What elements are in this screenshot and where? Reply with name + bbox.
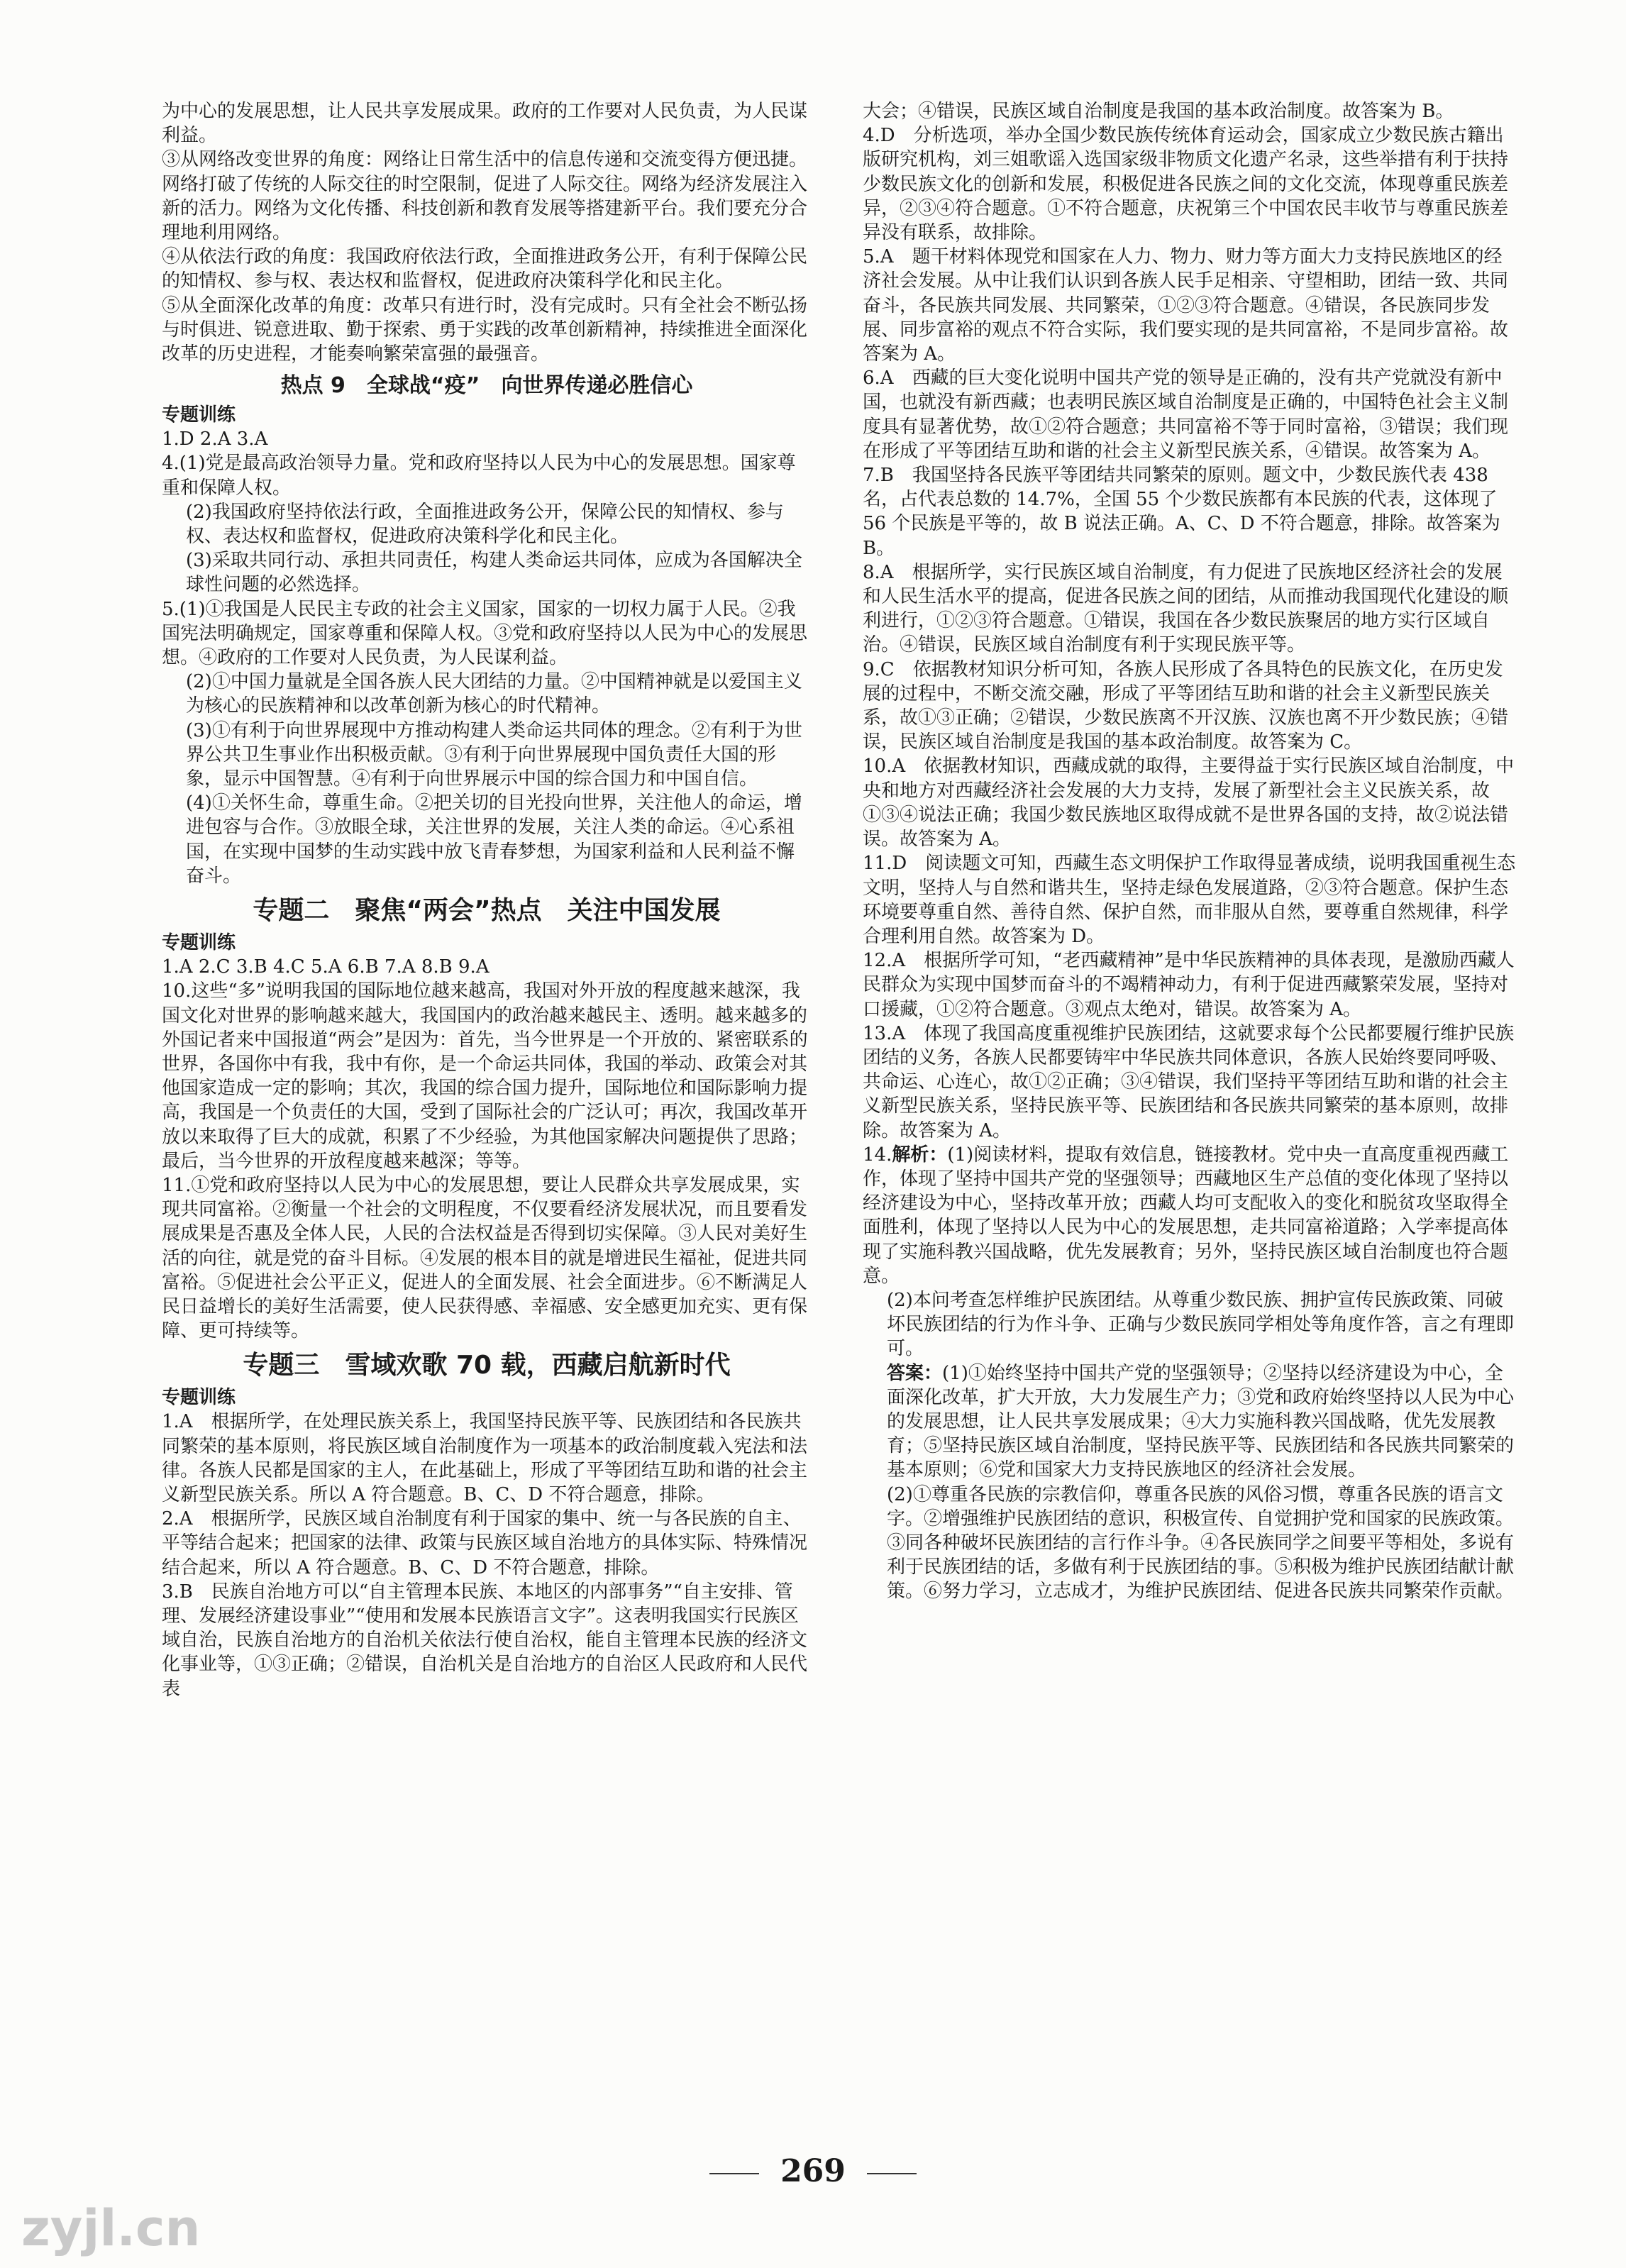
answer-paragraph: [162, 1580, 812, 1701]
page-number-dash-left: [709, 2173, 759, 2174]
answer-paragraph: [162, 791, 812, 888]
page-number: [0, 2153, 1626, 2189]
section-label: [162, 931, 812, 955]
paragraph-text: 1.A 2.C 3.B 4.C 5.A 6.B 7.A 8.B 9.A: [162, 956, 490, 978]
answer-paragraph: [863, 754, 1520, 851]
answer-paragraph: [162, 719, 812, 792]
paragraph-text: 10.A 依据教材知识，西藏成就的取得，主要得益于实行民族区域自治制度，中央和地方对西藏经济社会发展的大力支持，发展了新型社会主义民族关系，故①③④说法正确；我国少数民族地区取得成就不是世界各国的支持，故②说法错误。故答案为 A。: [863, 756, 1515, 851]
paragraph-text: 5.A 题干材料体现党和国家在人力、物力、财力等方面大力支持民族地区的经济社会发展。从中让我们认识到各族人民手足相亲、守望相助，团结一致、共同奋斗，各民族共同发展、共同繁荣，①②③符合题意。④错误，各民族同步发展、同步富裕的观点不符合实际，我们要实现的是共同富裕，不是同步富裕。故答案为 A。: [863, 246, 1509, 365]
paragraph-text: 2.A 根据所学，民族区域自治制度有利于国家的集中、统一与各民族的自主、平等结合起来；把国家的法律、政策与民族区域自治地方的具体实际、特殊情况结合起来，所以 A 符合题意。B、C、D 不符合题意，排除。: [162, 1508, 808, 1578]
paragraph-text: 热点 9 全球战“疫” 向世界传递必胜信心: [280, 373, 693, 399]
answer-paragraph: [162, 1410, 812, 1507]
topic-heading: [162, 892, 812, 929]
paragraph-text: 专题二 聚焦“两会”热点 关注中国发展: [253, 896, 721, 926]
watermark: zyjl.cn: [21, 2199, 201, 2257]
paragraph-text: 专题训练: [162, 1387, 236, 1409]
paragraph-text: ④从依法行政的角度：我国政府依法行政，全面推进政务公开，有利于保障公民的知情权、参与权、表达权和监督权，促进政府决策科学化和民主化。: [162, 246, 808, 292]
paragraph-text: 11.①党和政府坚持以人民为中心的发展思想，要让人民群众共享发展成果，实现共同富裕。②衡量一个社会的文明程度，不仅要看经济发展状况，而且要看发展成果是否惠及全体人民，人民的合法权益是否得到切实保障。③人民对美好生活的向往，就是党的奋斗目标。④发展的根本目的就是增进民生福祉，促进共同富裕。⑤促进社会公平正义，促进人的全面发展、社会全面进步。⑥不断满足人民日益增长的美好生活需要，使人民获得感、幸福感、安全感更加充实、更有保障、更可持续等。: [162, 1174, 808, 1342]
answer-paragraph: [162, 955, 812, 979]
answer-paragraph: [863, 366, 1520, 463]
paragraph-text: 12.A 根据所学可知，“老西藏精神”是中华民族精神的具体表现，是激励西藏人民群众为实现中国梦而奋斗的不竭精神动力，有利于促进西藏繁荣发展，坚持对口援藏，①②符合题意。③观点太绝对，错误。故答案为 A。: [863, 950, 1515, 1020]
paragraph-text: ⑤从全面深化改革的角度：改革只有进行时，没有完成时。只有全社会不断弘扬与时俱进、锐意进取、勤于探索、勇于实践的改革创新精神，持续推进全面深化改革的历史进程，才能奏响繁荣富强的最强音。: [162, 294, 808, 365]
answer-label: 答案：: [887, 1362, 943, 1384]
paragraph-text: 5.(1)①我国是人民民主专政的社会主义国家，国家的一切权力属于人民。②我国宪法明确规定，国家尊重和保障人权。③党和政府坚持以人民为中心的发展思想。④政府的工作要对人民负责，为人民谋利益。: [162, 598, 808, 669]
paragraph-text: 13.A 体现了我国高度重视维护民族团结，这就要求每个公民都要履行维护民族团结的义务，各族人民都要铸牢中华民族共同体意识，各族人民始终要同呼吸、共命运、心连心，故①②正确；③④错误，我们坚持平等团结互助和谐的社会主义新型民族关系，坚持民族平等、民族团结和各民族共同繁荣的基本原则，故排除。故答案为 A。: [863, 1022, 1515, 1141]
paragraph-text: 6.A 西藏的巨大变化说明中国共产党的领导是正确的，没有共产党就没有新中国，也就没有新西藏；也表明民族区域自治制度是正确的，中国特色社会主义制度具有显著优势，故①②符合题意；共同富裕不等于同时富裕，③错误；我们现在形成了平等团结互助和谐的社会主义新型民族关系，④错误。故答案为 A。: [863, 367, 1509, 462]
paragraph-text: 8.A 根据所学，实行民族区域自治制度，有力促进了民族地区经济社会的发展和人民生活水平的提高，促进各民族之间的团结，从而推动我国现代化建设的顺利进行，①②③符合题意。①错误，我国在各少数民族聚居的地方实行区域自治。④错误，民族区域自治制度有利于实现民族平等。: [863, 561, 1509, 656]
paragraph-text: 10.这些“多”说明我国的国际地位越来越高，我国对外开放的程度越来越深，我国文化对世界的影响越来越大，我国国内的政治越来越民主、透明。越来越多的外国记者来中国报道“两会”是因为：首先，当今世界是一个开放的、紧密联系的世界，各国你中有我，我中有你，是一个命运共同体，我国的举动、政策会对其他国家造成一定的影响；其次，我国的综合国力提升，国际地位和国际影响力提高，我国是一个负责任的大国，受到了国际社会的广泛认可；再次，我国改革开放以来取得了巨大的成就，积累了不少经验，为其他国家解决问题提供了思路；最后，当今世界的开放程度越来越深；等等。: [162, 980, 808, 1172]
paragraph-text: 7.B 我国坚持各民族平等团结共同繁荣的原则。题文中，少数民族代表 438 名，占代表总数的 14.7%，全国 55 个少数民族都有本民族的代表，这体现了 56 个民族是平等的，故 B 说法正确。A、C、D 不符合题意，排除。故答案为 B。: [863, 465, 1500, 559]
paragraph-text: 4.(1)党是最高政治领导力量。党和政府坚持以人民为中心的发展思想。国家尊重和保障人权。: [162, 453, 796, 499]
answer-paragraph: [863, 1143, 1520, 1288]
answer-paragraph: [162, 451, 812, 499]
answer-paragraph: [863, 463, 1520, 560]
question-number: 14.: [863, 1144, 892, 1166]
paragraph-text: 3.B 民族自治地方可以“自主管理本民族、本地区的内部事务”“自主安排、管理、发展经济建设事业”“使用和发展本民族语言文字”。这表明我国实行民族区域自治，民族自治地方的自治机关依法行使自治权，能自主管理本民族的经济文化事业等，①③正确；②错误，自治机关是自治地方的自治区人民政府和人民代表: [162, 1581, 808, 1700]
answer-paragraph: [863, 658, 1520, 755]
paragraph-text: (2)本问考查怎样维护民族团结。从尊重少数民族、拥护宣传民族政策、同破坏民族团结的行为作斗争、正确与少数民族同学相处等角度作答，言之有理即可。: [887, 1289, 1515, 1360]
answer-paragraph: [162, 979, 812, 1173]
answer-paragraph: [162, 500, 812, 548]
page-number-dash-right: [867, 2173, 917, 2174]
answer-paragraph: [863, 1022, 1520, 1143]
paragraph-text: 11.D 阅读题文可知，西藏生态文明保护工作取得显著成绩，说明我国重视生态文明，坚持人与自然和谐共生，坚持走绿色发展道路，②③符合题意。保护生态环境要尊重自然、善待自然、保护自然，而非服从自然，要尊重自然规律，科学合理利用自然。故答案为 D。: [863, 853, 1516, 947]
answer-paragraph: [162, 1507, 812, 1580]
paragraph-text: 9.C 依据教材知识分析可知，各族人民形成了各具特色的民族文化，在历史发展的过程中，不断交流交融，形成了平等团结互助和谐的社会主义新型民族关系，故①③正确；②错误，少数民族离不开汉族、汉族也离不开少数民族；④错误，民族区域自治制度是我国的基本政治制度。故答案为 C。: [863, 658, 1509, 753]
paragraph-text: (1)①始终坚持中国共产党的坚强领导；②坚持以经济建设为中心，全面深化改革，扩大开放，大力发展生产力；③党和政府始终坚持以人民为中心的发展思想，让人民共享发展成果；④大力实施科教兴国战略，优先发展教育；⑤坚持民族区域自治制度，坚持民族平等、民族团结和各民族共同繁荣的基本原则；⑥党和国家大力支持民族地区的经济社会发展。: [887, 1362, 1515, 1481]
paragraph-text: (3)采取共同行动、承担共同责任，构建人类命运共同体，应成为各国解决全球性问题的必然选择。: [186, 550, 802, 596]
paragraph-text: 专题训练: [162, 404, 236, 426]
answer-paragraph: [162, 597, 812, 670]
paragraph-text: (4)①关怀生命，尊重生命。②把关切的目光投向世界，关注他人的命运，增进包容与合作。③放眼全球，关注世界的发展，关注人类的命运。④心系祖国，在实现中国梦的生动实践中放飞青春梦想，为国家利益和人民利益不懈奋斗。: [186, 792, 802, 887]
answer-paragraph: [863, 851, 1520, 948]
right-column: [863, 99, 1520, 1604]
answer-paragraph: [863, 1288, 1520, 1361]
paragraph-text: 4.D 分析选项，举办全国少数民族传统体育运动会，国家成立少数民族古籍出版研究机构，刘三姐歌谣入选国家级非物质文化遗产名录，这些举措有利于扶持少数民族文化的创新和发展，积极促进各民族之间的文化交流，体现尊重民族差异，②③④符合题意。①不符合题意，庆祝第三个中国农民丰收节与尊重民族差异没有联系，故排除。: [863, 125, 1509, 244]
answer-paragraph: [863, 560, 1520, 658]
paragraph-text: 为中心的发展思想，让人民共享发展成果。政府的工作要对人民负责，为人民谋利益。: [162, 101, 808, 147]
section-label: [162, 403, 812, 427]
answer-paragraph: [863, 948, 1520, 1022]
paragraph-text: 大会；④错误，民族区域自治制度是我国的基本政治制度。故答案为 B。: [863, 101, 1454, 122]
paragraph-text: (2)①尊重各民族的宗教信仰，尊重各民族的风俗习惯，尊重各民族的语言文字。②增强维护民族团结的意识，积极宣传、自觉拥护党和国家的民族政策。③同各种破坏民族团结的言行作斗争。④各民族同学之间要平等相处，多说有利于民族团结的话，多做有利于民族团结的事。⑤积极为维护民族团结献计献策。⑥努力学习，立志成才，为维护民族团结、促进各民族共同繁荣作贡献。: [887, 1483, 1515, 1603]
paragraph-text: 专题三 雪域欢歌 70 载，西藏启航新时代: [243, 1351, 731, 1381]
paragraph-text: (3)①有利于向世界展现中方推动构建人类命运共同体的理念。②有利于为世界公共卫生事业作出积极贡献。③有利于向世界展现中国负责任大国的形象，显示中国智慧。④有利于向世界展示中国的综合国力和中国自信。: [186, 719, 802, 790]
topic-heading: [162, 1347, 812, 1384]
page-number-text: 269: [780, 2153, 846, 2189]
answer-paragraph: [162, 548, 812, 597]
answer-paragraph: [162, 294, 812, 367]
paragraph-text: 1.A 根据所学，在处理民族关系上，我国坚持民族平等、民族团结和各民族共同繁荣的基本原则，将民族区域自治制度作为一项基本的政治制度载入宪法和法律。各族人民都是国家的主人，在此基础上，形成了平等团结互助和谐的社会主义新型民族关系。所以 A 符合题意。B、C、D 不符合题意，排除。: [162, 1411, 808, 1505]
answer-paragraph: [863, 245, 1520, 366]
answer-label: 解析：: [892, 1144, 948, 1166]
answer-paragraph: [863, 123, 1520, 245]
answer-paragraph: [863, 1361, 1520, 1483]
paragraph-text: 专题训练: [162, 932, 236, 954]
paragraph-text: 1.D 2.A 3.A: [162, 428, 268, 450]
paragraph-text: (2)①中国力量就是全国各族人民大团结的力量。②中国精神就是以爱国主义为核心的民族精神和以改革创新为核心的时代精神。: [186, 671, 802, 717]
paragraph-text: (1)阅读材料，提取有效信息，链接教材。党中央一直高度重视西藏工作，体现了坚持中国共产党的坚强领导；西藏地区生产总值的变化体现了坚持以经济建设为中心，坚持改革开放；西藏人均可支配收入的变化和脱贫攻坚取得全面胜利，体现了坚持以人民为中心的发展思想，走共同富裕道路；入学率提高体现了实施科教兴国战略，优先发展教育；另外，坚持民族区域自治制度也符合题意。: [863, 1144, 1509, 1287]
answer-paragraph: [863, 99, 1520, 123]
answer-paragraph: [162, 148, 812, 245]
answer-paragraph: [162, 670, 812, 718]
section-label: [162, 1385, 812, 1410]
answer-paragraph: [162, 427, 812, 451]
answer-paragraph: [863, 1483, 1520, 1604]
answer-paragraph: [162, 245, 812, 293]
paragraph-text: (2)我国政府坚持依法行政，全面推进政务公开，保障公民的知情权、参与权、表达权和监督权，促进政府决策科学化和民主化。: [186, 501, 784, 548]
answer-paragraph: [162, 99, 812, 148]
hotspot-heading: [162, 370, 812, 402]
left-column: [162, 99, 812, 1701]
paragraph-text: ③从网络改变世界的角度：网络让日常生活中的信息传递和交流变得方便迅捷。网络打破了传统的人际交往的时空限制，促进了人际交往。网络为经济发展注入新的活力。网络为文化传播、科技创新和教育发展等搭建新平台。我们要充分合理地利用网络。: [162, 149, 808, 244]
answer-paragraph: [162, 1173, 812, 1343]
